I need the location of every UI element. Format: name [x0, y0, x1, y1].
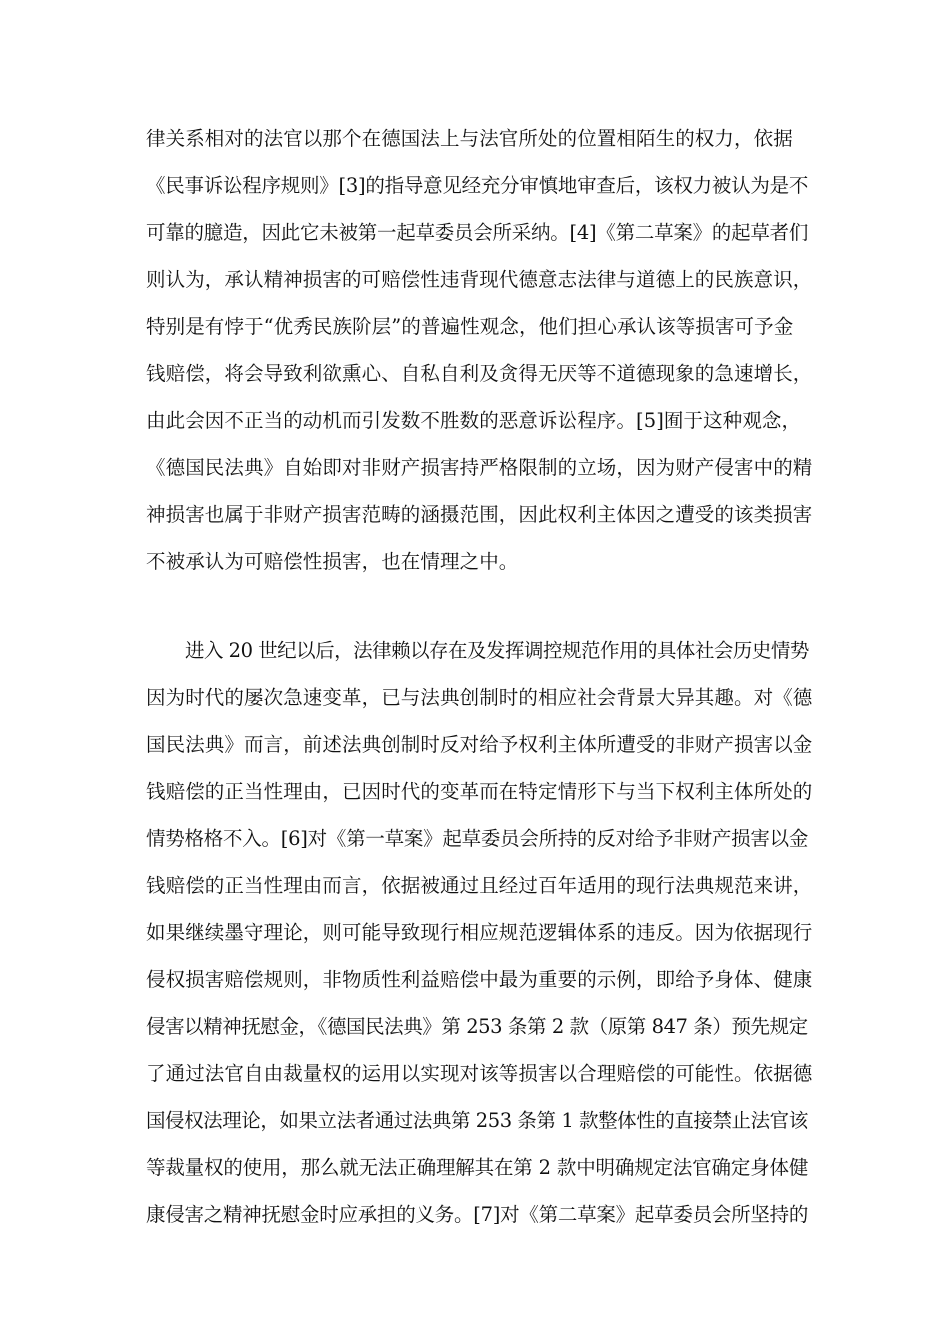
- text-line: 国民法典》而言，前述法典创制时反对给予权利主体所遭受的非财产损害以金: [146, 733, 813, 756]
- text-line: 律关系相对的法官以那个在德国法上与法官所处的位置相陌生的权力，依据: [146, 127, 793, 150]
- text-line: 侵害以精神抚慰金，《德国民法典》第 253 条第 2 款（原第 847 条）预先规定: [146, 1015, 808, 1038]
- text-line: 《民事诉讼程序规则》[3]的指导意见经充分审慎地审查后，该权力被认为是不: [146, 174, 809, 197]
- text-line: 如果继续墨守理论，则可能导致现行相应规范逻辑体系的违反。因为依据现行: [146, 921, 813, 944]
- text-line: 由此会因不正当的动机而引发数不胜数的恶意诉讼程序。[5]囿于这种观念，: [146, 409, 802, 432]
- text-line: 《德国民法典》自始即对非财产损害持严格限制的立场，因为财产侵害中的精: [146, 456, 813, 479]
- text-line: 等裁量权的使用，那么就无法正确理解其在第 2 款中明确规定法官确定身体健: [146, 1156, 809, 1179]
- text-line: 康侵害之精神抚慰金时应承担的义务。[7]对《第二草案》起草委员会所坚持的: [146, 1203, 809, 1226]
- text-line: 特别是有悖于“优秀民族阶层”的普遍性观念，他们担心承认该等损害可予金: [146, 315, 794, 338]
- text-line: 钱赔偿的正当性理由而言，依据被通过且经过百年适用的现行法典规范来讲，: [146, 874, 813, 897]
- text-line: 了通过法官自由裁量权的运用以实现对该等损害以合理赔偿的可能性。依据德: [146, 1062, 813, 1085]
- text-line: 因为时代的屡次急速变革，已与法典创制时的相应社会背景大异其趣。对《德: [146, 686, 813, 709]
- text-line: 可靠的臆造，因此它未被第一起草委员会所采纳。[4]《第二草案》的起草者们: [146, 221, 809, 244]
- text-line: 侵权损害赔偿规则，非物质性利益赔偿中最为重要的示例，即给予身体、健康: [146, 968, 813, 991]
- text-line: 神损害也属于非财产损害范畴的涵摄范围，因此权利主体因之遭受的该类损害: [146, 503, 813, 526]
- text-line: 进入 20 世纪以后，法律赖以存在及发挥调控规范作用的具体社会历史情势: [185, 639, 809, 662]
- text-line: 则认为，承认精神损害的可赔偿性违背现代德意志法律与道德上的民族意识，: [146, 268, 813, 291]
- text-line: 情势格格不入。[6]对《第一草案》起草委员会所持的反对给予非财产损害以金: [146, 827, 809, 850]
- text-line: 不被承认为可赔偿性损害，也在情理之中。: [146, 550, 519, 573]
- text-line: 国侵权法理论，如果立法者通过法典第 253 条第 1 款整体性的直接禁止法官该: [146, 1109, 808, 1132]
- text-line: 钱赔偿的正当性理由，已因时代的变革而在特定情形下与当下权利主体所处的: [146, 780, 813, 803]
- text-line: 钱赔偿，将会导致利欲熏心、自私自利及贪得无厌等不道德现象的急速增长，: [146, 362, 813, 385]
